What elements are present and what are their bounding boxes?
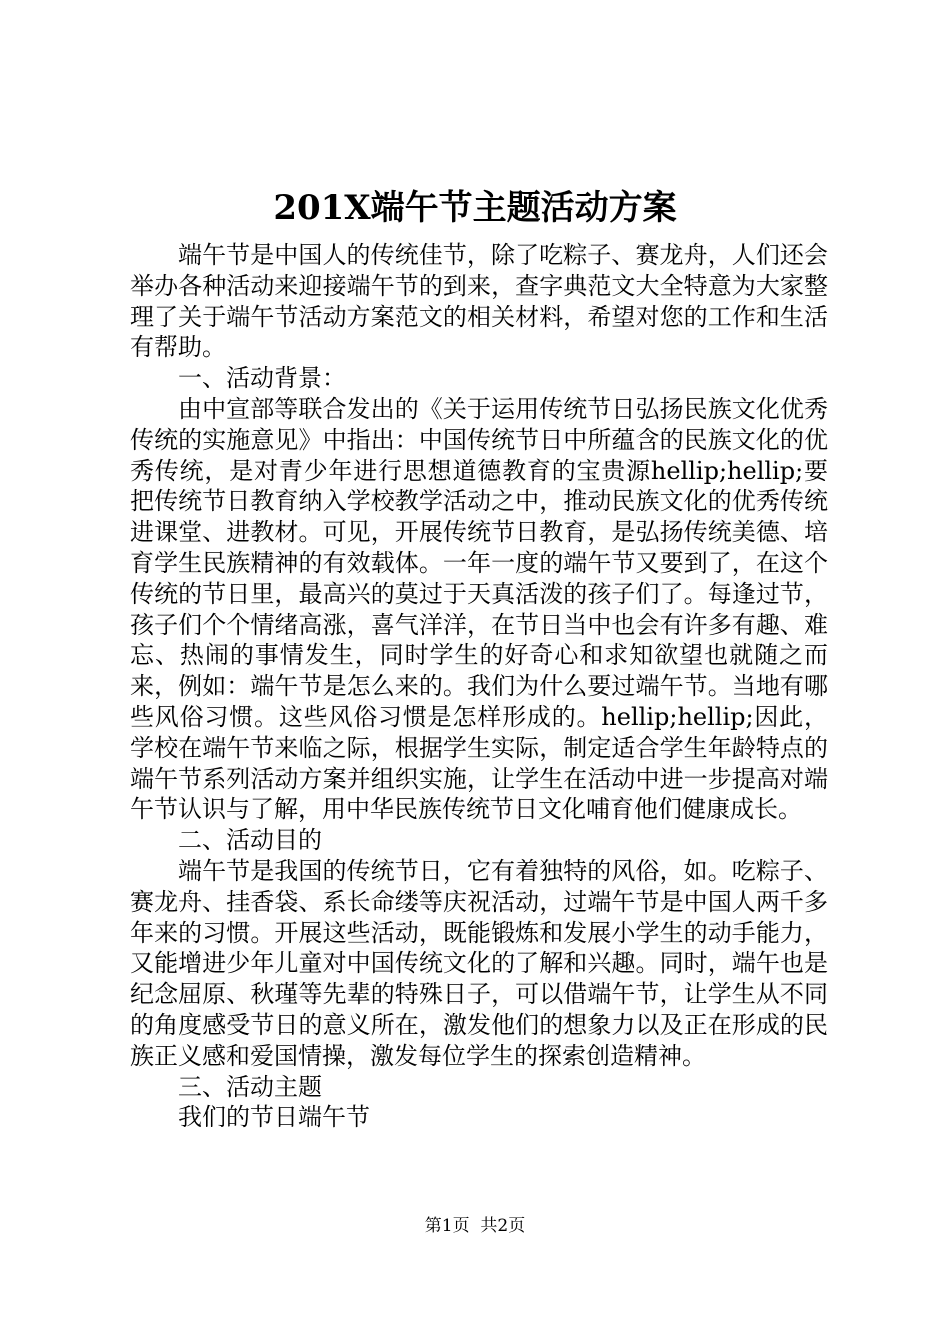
- paragraph-theme: 我们的节日端午节: [178, 1103, 370, 1132]
- section-heading-purpose: 二、活动目的: [178, 826, 322, 855]
- paragraph-purpose: 端午节是我国的传统节日，它有着独特的风俗，如。吃粽子、赛龙舟、挂香袋、系长命缕等庆祝活动，过端午节是中国人两千多年来的习惯。开展这些活动，既能锻炼和发展小学生的动手能力，又能增进少年儿童对中国传统文化的了解和兴趣。同时，端午也是纪念屈原、秋瑾等先辈的特殊日子，可以借端午节，让学生从不同的角度感受节日的意义所在，激发他们的想象力以及正在形成的民族正义感和爱国情操，激发每位学生的探索创造精神。: [130, 856, 828, 1070]
- section-heading-theme: 三、活动主题: [178, 1072, 322, 1101]
- document-body: [130, 240, 828, 1133]
- page-number: 第1页 共2页: [424, 1216, 526, 1236]
- paragraph-background: 由中宣部等联合发出的《关于运用传统节日弘扬民族文化优秀传统的实施意见》中指出：中国传统节日中所蕴含的民族文化的优秀传统，是对青少年进行思想道德教育的宝贵源hellip;hellip;要把传统节日教育纳入学校教学活动之中，推动民族文化的优秀传统进课堂、进教材。可见，开展传统节日教育，是弘扬传统美德、培育学生民族精神的有效载体。一年一度的端午节又要到了，在这个传统的节日里，最高兴的莫过于天真活泼的孩子们了。每逢过节，孩子们个个情绪高涨，喜气洋洋，在节日当中也会有许多有趣、难忘、热闹的事情发生，同时学生的好奇心和求知欲望也就随之而来，例如：端午节是怎么来的。我们为什么要过端午节。当地有哪些风俗习惯。这些风俗习惯是怎样形成的。hellip;hellip;因此，学校在端午节来临之际，根据学生实际，制定适合学生年龄特点的端午节系列活动方案并组织实施，让学生在活动中进一步提高对端午节认识与了解，用中华民族传统节日文化哺育他们健康成长。: [130, 394, 828, 824]
- section-heading-background: 一、活动背景：: [178, 364, 346, 393]
- paragraph-intro: 端午节是中国人的传统佳节，除了吃粽子、赛龙舟，人们还会举办各种活动来迎接端午节的到来，查字典范文大全特意为大家整理了关于端午节活动方案范文的相关材料，希望对您的工作和生活有帮助。: [130, 241, 828, 362]
- document-title: 201X端午节主题活动方案: [273, 188, 677, 228]
- page-footer: [0, 1214, 950, 1238]
